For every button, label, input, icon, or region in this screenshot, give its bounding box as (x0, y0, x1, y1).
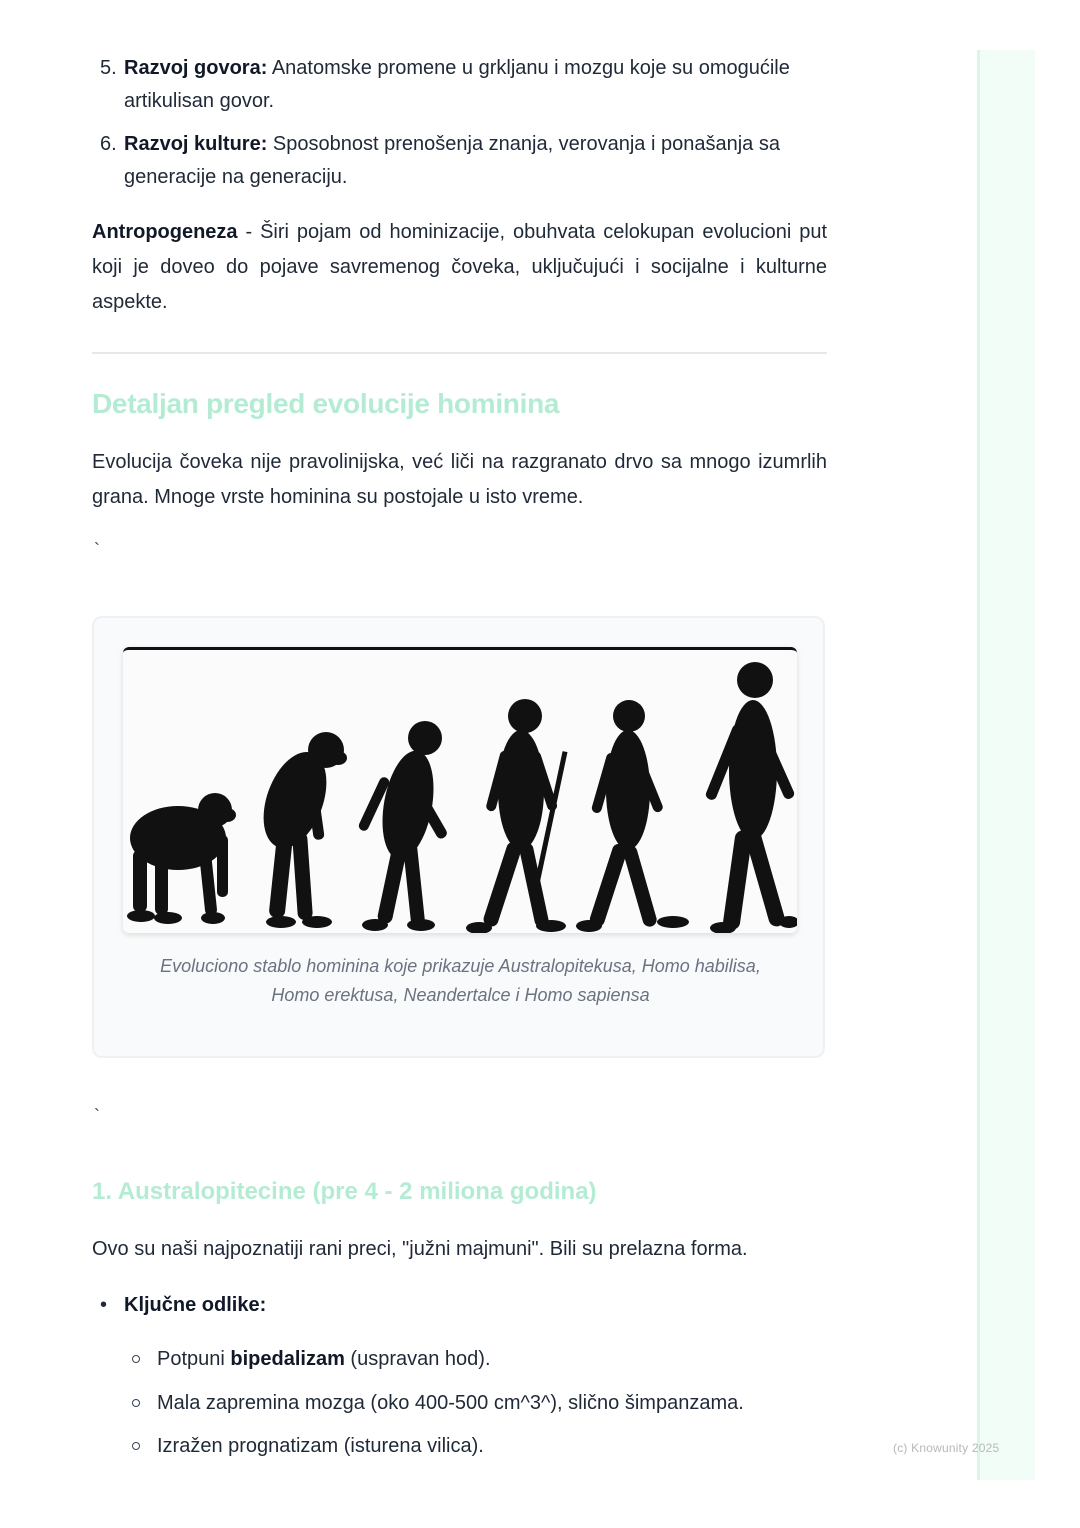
evolution-silhouettes-image (123, 650, 797, 933)
bullet-dot: • (100, 1294, 108, 1316)
section-intro-paragraph: Evolucija čoveka nije pravolinijska, već liči na razgranato drvo sa mnogo izumrlih grana. Mnoge vrste hominina su postojale u isto vreme. (92, 451, 827, 508)
list-text: Anatomske promene u grkljanu i mozgu koje su omogućile (267, 57, 790, 79)
list-text-cont: generacije na generaciju. (124, 166, 348, 188)
silhouette-neanderthal (576, 700, 689, 932)
evolution-illustration (123, 647, 797, 933)
list-item-6 (92, 128, 827, 194)
silhouette-homo-erectus (466, 699, 567, 933)
feature-text: Potpuni (157, 1348, 231, 1370)
feature-text: Izražen prognatizam (isturena vilica). (157, 1435, 484, 1457)
key-features-label: Ključne odlike: (124, 1294, 267, 1316)
backtick-mark: ` (94, 1106, 100, 1126)
figure-caption (114, 952, 807, 1010)
subsection-heading: 1. Australopitecine (pre 4 - 2 miliona godina) (92, 1178, 597, 1205)
sub-bullet (132, 1355, 140, 1363)
list-number: 6. (100, 133, 117, 155)
feature-text-end: (uspravan hod). (344, 1348, 491, 1370)
figure-card (92, 616, 825, 1058)
sub-bullet (132, 1442, 140, 1450)
list-text-cont: artikulisan govor. (124, 90, 275, 112)
copyright-footer: (c) Knowunity 2025 (893, 1441, 1000, 1455)
feature-bold: bipedalizam (230, 1348, 345, 1370)
list-term: Razvoj kulture: (124, 133, 268, 155)
silhouette-homo-habilis (357, 721, 448, 931)
section-divider (92, 352, 827, 354)
antropogeneza-term: Antropogeneza (92, 221, 238, 243)
sub-bullet (132, 1399, 140, 1407)
silhouette-homo-sapiens (704, 662, 797, 933)
list-item-5 (92, 52, 827, 118)
caption-line-1: Evoluciono stablo hominina koje prikazuje Australopitekusa, Homo habilisa, (160, 956, 761, 976)
feature-text: Mala zapremina mozga (oko 400-500 cm^3^), slično šimpanzama. (157, 1392, 744, 1414)
list-term: Razvoj govora: (124, 57, 268, 79)
antropogeneza-text: - Širi pojam od hominizacije, obuhvata celokupan evolucioni put koji je doveo do pojave savremenog čoveka, uključujući i socijalne i kulturne aspekte. (92, 221, 827, 313)
silhouette-australopithecus (252, 732, 347, 928)
list-text: Sposobnost prenošenja znanja, verovanja i ponašanja sa (267, 133, 780, 155)
section-heading: Detaljan pregled evolucije hominina (92, 388, 560, 419)
caption-line-2: Homo erektusa, Neandertalce i Homo sapiensa (271, 985, 650, 1005)
backtick-mark: ` (94, 540, 100, 560)
silhouette-ape (127, 793, 236, 924)
subsection-intro: Ovo su naši najpoznatiji rani preci, "južni majmuni". Bili su prelazna forma. (92, 1238, 748, 1260)
list-number: 5. (100, 57, 117, 79)
antropogeneza-paragraph (92, 215, 827, 320)
side-decoration-strip (977, 50, 1035, 1480)
